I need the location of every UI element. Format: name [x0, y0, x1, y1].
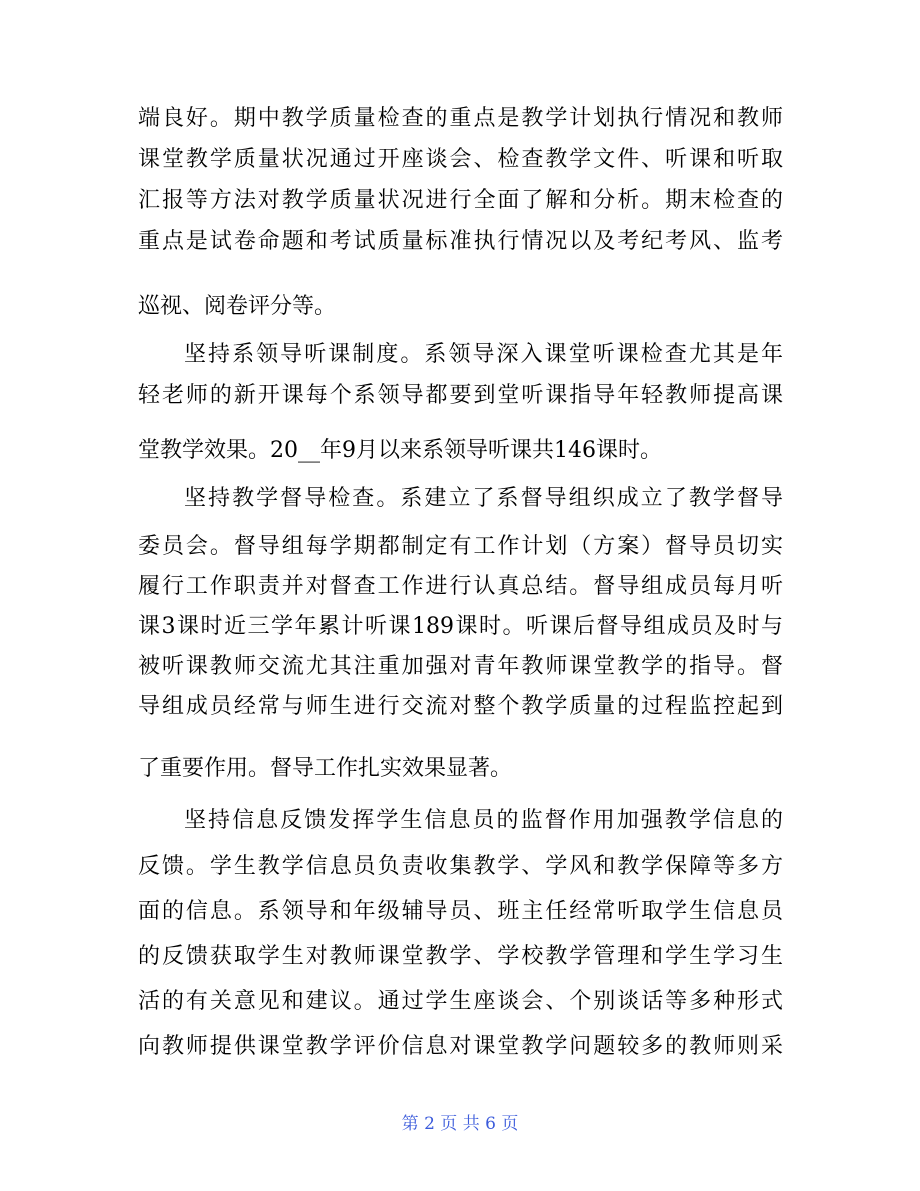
text-line: 课堂教学质量状况通过开座谈会、检查教学文件、听课和听取	[138, 147, 783, 172]
text-line: 反馈。学生教学信息员负责收集教学、学风和教学保障等多方	[138, 854, 783, 879]
text-line: 了重要作用。督导工作扎实效果显著。	[138, 756, 513, 781]
text-line: 轻老师的新开课每个系领导都要到堂听课指导年轻教师提高课	[138, 383, 783, 408]
text-line: 端良好。期中教学质量检查的重点是教学计划执行情况和教师	[138, 106, 783, 131]
text-line: 活的有关意见和建议。通过学生座谈会、个别谈话等多种形式	[138, 989, 783, 1014]
paragraph-first-line: 坚持系领导听课制度。系领导深入课堂听课检查尤其是年	[184, 342, 783, 367]
text-line: 巡视、阅卷评分等。	[138, 294, 337, 319]
paragraph-first-line: 坚持教学督导检查。系建立了系督导组织成立了教学督导	[184, 486, 783, 511]
page-number-footer: 第 2 页 共 6 页	[401, 1114, 519, 1134]
paragraph-first-line: 坚持信息反馈发挥学生信息员的监督作用加强教学信息的	[184, 808, 783, 833]
text-line: 重点是试卷命题和考试质量标准执行情况以及考纪考风、监考	[138, 229, 783, 254]
text-line: 被听课教师交流尤其注重加强对青年教师课堂教学的指导。督	[138, 654, 783, 679]
text-line: 汇报等方法对教学质量状况进行全面了解和分析。期末检查的	[138, 188, 783, 213]
text-line: 面的信息。系领导和年级辅导员、班主任经常听取学生信息员	[138, 899, 783, 924]
text-line: 履行工作职责并对督查工作进行认真总结。督导组成员每月听	[138, 574, 783, 599]
text-line: 向教师提供课堂教学评价信息对课堂教学问题较多的教师则采	[138, 1034, 783, 1059]
text-line: 的反馈获取学生对教师课堂教学、学校教学管理和学生学习生	[138, 944, 783, 969]
text-line: 导组成员经常与师生进行交流对整个教学质量的过程监控起到	[138, 694, 783, 719]
text-line: 堂教学效果。20__年9月以来系领导听课共146课时。	[138, 438, 662, 463]
text-line: 课3课时近三学年累计听课189课时。听课后督导组成员及时与	[138, 614, 783, 639]
text-line: 委员会。督导组每学期都制定有工作计划（方案）督导员切实	[138, 534, 783, 559]
